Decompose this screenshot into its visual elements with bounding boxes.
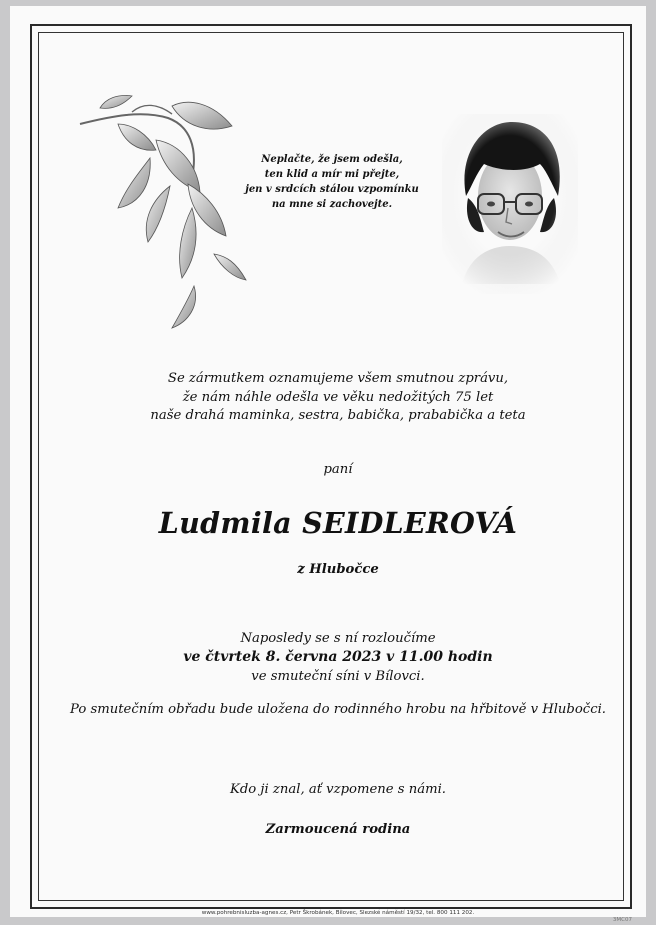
deceased-portrait-photo (442, 114, 578, 294)
announcement-text (70, 370, 606, 426)
ceremony-info (70, 629, 606, 686)
burial-info: Po smutečním obřadu bude uložena do rodinného hrobu na hřbitově v Hlubočci. (70, 702, 606, 717)
ceremony-intro: Naposledy se s ní rozloučíme (240, 631, 436, 646)
remembrance-line: Kdo ji znal, ať vzpomene s námi. (230, 782, 446, 797)
verse-line: jen v srdcích stálou vzpomínku (245, 184, 419, 195)
announcement-line: naše drahá maminka, sestra, babička, prababička a teta (150, 408, 526, 423)
leaves-branch-ornament (72, 88, 252, 336)
obituary-sheet (10, 6, 646, 923)
signature: Zarmoucená rodina (265, 822, 411, 837)
origin-place: z Hlubočce (297, 562, 379, 577)
memorial-verse (242, 152, 422, 212)
announcement-line: Se zármutkem oznamujeme všem smutnou zprávu, (167, 371, 509, 386)
announcement-line: že nám náhle odešla ve věku nedožitých 75 let (182, 389, 494, 405)
ceremony-datetime: ve čtvrtek 8. června 2023 v 11.00 hodin (183, 649, 493, 665)
deceased-name: Ludmila SEIDLEROVÁ (158, 506, 518, 540)
ceremony-location: ve smuteční síni v Bílovci. (251, 669, 425, 684)
template-code: 3MC07 (612, 917, 632, 923)
funeral-service-footer: www.pohrebnisluzba-agnes.cz, Petr Škrobánek, Bílovec, Slezské náměstí 19/32, tel. 800 111 202. (201, 910, 475, 916)
honorific: paní (323, 462, 353, 477)
verse-line: ten klid a mír mi přejte, (264, 169, 400, 180)
verse-line: Neplačte, že jsem odešla, (261, 154, 403, 165)
verse-line: na mne si zachovejte. (271, 199, 393, 210)
